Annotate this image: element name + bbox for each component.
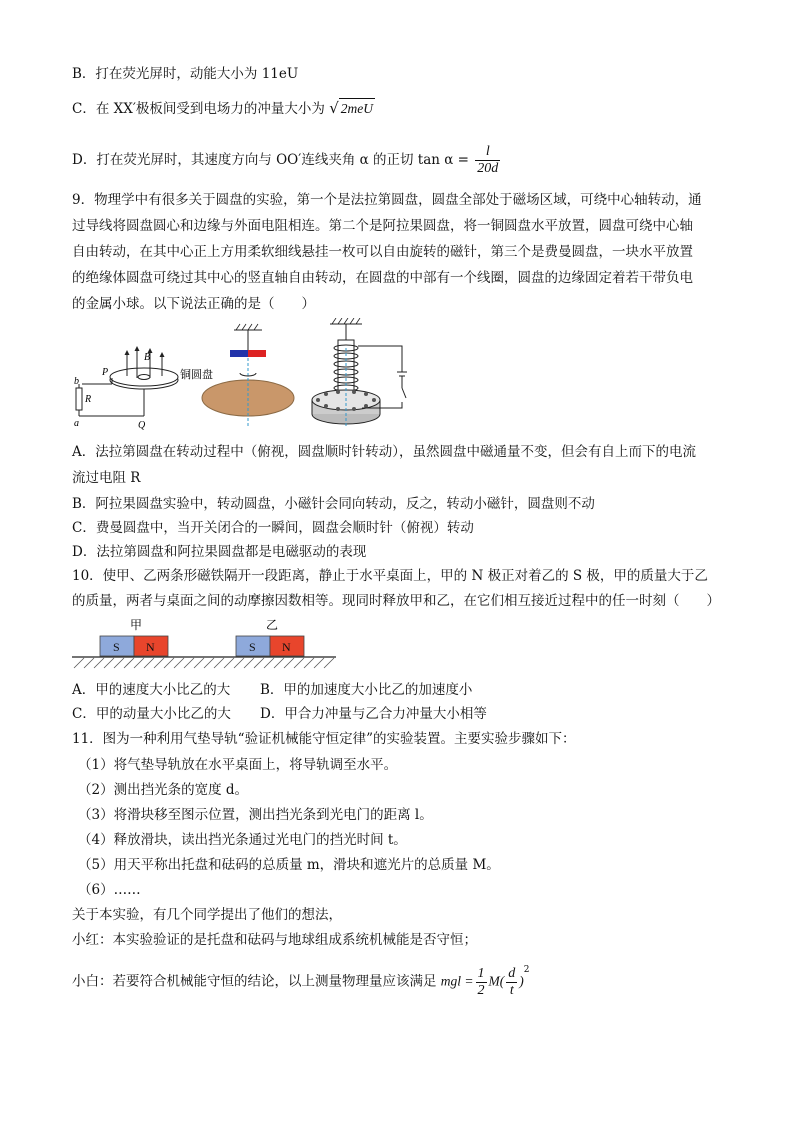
fraction-denominator: 2 xyxy=(477,982,485,998)
arago-disk-diagram xyxy=(180,324,294,426)
q9-stem-line-5: 的金属小球。以下说法正确的是（ ） xyxy=(72,296,315,312)
q9-option-a-line-2: 流过电阻 R xyxy=(72,470,141,486)
q10-option-d: D．甲合力冲量与乙合力冲量大小相等 xyxy=(260,706,487,722)
q11-xiaobai xyxy=(72,956,732,1000)
q8-option-d-fraction xyxy=(475,144,500,177)
q11-step-4: （4）释放滑块，读出挡光条通过光电门的挡光时间 t。 xyxy=(78,832,407,848)
formula-mass: M( xyxy=(488,973,505,989)
q11-step-6: （6）…… xyxy=(78,882,141,898)
q10-stem-line-1: 10．使甲、乙两条形磁铁隔开一段距离，静止于水平桌面上，甲的 N 极正对着乙的 S 极，甲的质量大于乙 xyxy=(72,568,708,584)
q9-stem-line-1: 9．物理学中有很多关于圆盘的实验，第一个是法拉第圆盘，圆盘全部处于磁场区域，可绕中心轴转动，通 xyxy=(72,192,702,208)
q9-option-a-line-1: A．法拉第圆盘在转动过程中（俯视，圆盘顺时针转动），虽然圆盘中磁通量不变，但会有自上而下的电流 xyxy=(72,444,696,460)
magnet-yi-label: 乙 xyxy=(266,618,279,632)
fraction-denominator: 20d xyxy=(477,161,499,176)
q10-magnets-figure xyxy=(72,616,338,670)
q10-option-c: C．甲的动量大小比乙的大 xyxy=(72,706,231,722)
q10-option-a: A．甲的速度大小比乙的大 xyxy=(72,682,231,698)
q10-stem-line-2: 的质量，两者与桌面之间的动摩擦因数相等。现同时释放甲和乙，在它们相互接近过程中的任一时刻（ ） xyxy=(72,593,720,609)
magnet-yi xyxy=(236,636,304,656)
magnet-yi-s-pole: S xyxy=(249,640,256,654)
formula-velocity xyxy=(506,966,517,999)
q9-option-b: B．阿拉果圆盘实验中，转动圆盘，小磁针会同向转动，反之，转动小磁针，圆盘则不动 xyxy=(72,496,595,512)
q9-option-d: D．法拉第圆盘和阿拉果圆盘都是电磁驱动的表现 xyxy=(72,544,367,560)
label-b: b xyxy=(74,376,79,387)
q11-stem: 11．图为一种利用气垫导轨“验证机械能守恒定律”的实验装置。主要实验步骤如下： xyxy=(72,731,576,747)
q11-intro: 关于本实验，有几个同学提出了他们的想法， xyxy=(72,907,342,923)
table-hatching xyxy=(74,658,334,668)
faraday-disk-diagram xyxy=(74,346,178,431)
q11-step-1: （1）将气垫导轨放在水平桌面上，将导轨调至水平。 xyxy=(78,757,398,773)
q8-option-d xyxy=(72,140,732,180)
q8-option-c-sqrt: 2meU xyxy=(339,98,375,119)
q8-option-b: B．打在荧光屏时，动能大小为 11eU xyxy=(72,66,299,82)
q10-options-row-1 xyxy=(72,680,732,700)
q11-step-3: （3）将滑块移至图示位置，测出挡光条到光电门的距离 l。 xyxy=(78,807,433,823)
q8-option-d-text: D．打在荧光屏时，其速度方向与 OO′连线夹角 α 的正切 tan α = xyxy=(72,152,474,168)
label-P: P xyxy=(102,367,109,378)
q11-step-2: （2）测出挡光条的宽度 d。 xyxy=(78,782,249,798)
q9-option-c: C．费曼圆盘中，当开关闭合的一瞬间，圆盘会顺时针（俯视）转动 xyxy=(72,520,474,536)
feynman-disk-diagram xyxy=(312,318,407,428)
label-B: B xyxy=(144,352,151,363)
formula-exponent: 2 xyxy=(523,965,530,975)
fraction-denominator: t xyxy=(509,982,514,998)
magnet-jia-n-pole: N xyxy=(146,640,155,654)
q9-stem-line-2: 过导线将圆盘圆心和边缘与外面电阻相连。第二个是阿拉果圆盘，将一铜圆盘水平放置，圆盘可绕中心轴 xyxy=(72,218,693,234)
label-Q: Q xyxy=(138,420,146,431)
magnet-jia-label: 甲 xyxy=(130,618,143,632)
formula-half xyxy=(476,966,487,999)
label-a: a xyxy=(74,418,79,429)
fraction-numerator: 1 xyxy=(477,965,485,981)
q8-option-c: C．在 XX′极板间受到电场力的冲量大小为 √ 2meU xyxy=(72,99,374,117)
formula-close: ) xyxy=(519,973,524,989)
magnet-jia xyxy=(100,636,168,656)
magnet-yi-n-pole: N xyxy=(282,640,291,654)
q11-xiaobai-text: 小白：若要符合机械能守恒的结论，以上测量物理量应该满足 xyxy=(72,973,441,990)
q10-options-row-2 xyxy=(72,704,732,724)
label-R: R xyxy=(85,394,92,405)
q8-option-c-text: C．在 XX′极板间受到电场力的冲量大小为 xyxy=(72,101,330,117)
fraction-numerator: l xyxy=(475,144,500,161)
label-copper-disk: 铜圆盘 xyxy=(180,369,213,381)
formula-lhs: mgl = xyxy=(440,973,474,989)
q9-stem-line-3: 自由转动，在其中心正上方用柔软细线悬挂一枚可以自由旋转的磁针，第三个是费曼圆盘，一块水平放置 xyxy=(72,244,693,260)
q11-xiaohong: 小红：本实验验证的是托盘和砝码与地球组成系统机械能是否守恒； xyxy=(72,932,477,948)
q11-step-5: （5）用天平称出托盘和砝码的总质量 m，滑块和遮光片的总质量 M。 xyxy=(78,857,500,873)
magnet-jia-s-pole: S xyxy=(113,640,120,654)
q10-option-b: B．甲的加速度大小比乙的加速度小 xyxy=(260,682,473,698)
fraction-numerator: d xyxy=(508,965,516,981)
q9-stem-line-4: 的绝缘体圆盘可绕过其中心的竖直轴自由转动，在圆盘的中部有一个线圈，圆盘的边缘固定着若干带负电 xyxy=(72,270,693,286)
q9-disk-figure xyxy=(72,318,452,438)
